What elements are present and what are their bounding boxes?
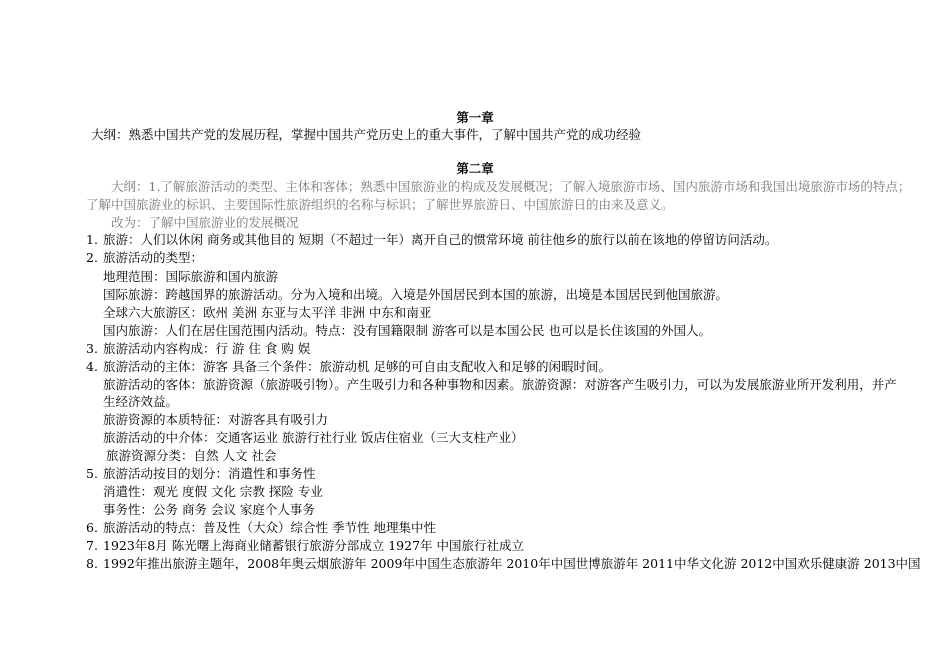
list-item: 旅游活动的类型：: [103, 250, 204, 265]
item-number: 5.: [86, 466, 98, 481]
item-number: 4.: [86, 359, 98, 374]
list-item: 生经济效益。: [103, 394, 179, 409]
list-item: 消遣性：观光 度假 文化 宗教 探险 专业: [103, 484, 323, 499]
list-item: 旅游活动按目的划分：消遣性和事务性: [103, 466, 316, 481]
list-item: 旅游活动的特点：普及性（大众）综合性 季节性 地理集中性: [103, 520, 436, 535]
list-item: 旅游活动的主体：游客 具备三个条件：旅游动机 足够的可自由支配收入和足够的闲暇时间。: [103, 359, 611, 374]
list-item: 旅游资源分类：自然 人文 社会: [106, 448, 277, 463]
list-item: 事务性：公务 商务 会议 家庭个人事务: [103, 502, 315, 517]
list-item: 国际旅游：跨越国界的旅游活动。分为入境和出境。入境是外国居民到本国的旅游，出境是本国居民到他国旅游。: [103, 287, 729, 302]
chapter2-title: 第二章: [456, 161, 494, 176]
list-item: 全球六大旅游区：欧州 美洲 东亚与太平洋 非洲 中东和南亚: [103, 305, 432, 320]
chapter2-revised-outline: 改为：了解中国旅游业的发展概况: [111, 215, 299, 230]
item-number: 8.: [86, 556, 98, 571]
list-item: 旅游：人们以休闲 商务或其他目的 短期（不超过一年）离开自己的惯常环境 前往他乡的旅行以前在该地的停留访问活动。: [103, 232, 778, 247]
item-number: 6.: [86, 520, 98, 535]
item-number: 1.: [86, 232, 98, 247]
chapter2-outline-line2: 了解中国旅游业的标识、主要国际性旅游组织的名称与标识；了解世界旅游日、中国旅游日的由来及意义。: [86, 197, 674, 212]
item-number: 3.: [86, 341, 98, 356]
list-item: 旅游活动的中介体：交通客运业 旅游行社行业 饭店住宿业（三大支柱产业）: [103, 430, 524, 445]
chapter2-outline-line1: 大纲：1.了解旅游活动的类型、主体和客体；熟悉中国旅游业的构成及发展概况；了解入境旅游市场、国内旅游市场和我国出境旅游市场的特点；: [111, 179, 911, 194]
list-item: 1923年8月 陈光曙上海商业储蓄银行旅游分部成立 1927年 中国旅行社成立: [103, 538, 524, 553]
chapter1-title: 第一章: [456, 110, 494, 125]
list-item: 旅游活动内容构成：行 游 住 食 购 娱: [103, 341, 311, 356]
item-number: 7.: [86, 538, 98, 553]
list-item: 旅游资源的本质特征：对游客具有吸引力: [103, 412, 329, 427]
list-item: 地理范围：国际旅游和国内旅游: [103, 269, 279, 284]
list-item: 1992年推出旅游主题年，2008年奥云烟旅游年 2009年中国生态旅游年 2010年中国世博旅游年 2011中华文化游 2012中国欢乐健康游 2013中国: [103, 556, 921, 571]
list-item: 旅游活动的客体：旅游资源（旅游吸引物）。产生吸引力和各种事物和因素。旅游资源：对游客产生吸引力，可以为发展旅游业所开发利用，并产: [103, 377, 897, 392]
chapter1-outline: 大纲：熟悉中国共产党的发展历程，掌握中国共产党历史上的重大事件，了解中国共产党的成功经验: [91, 127, 642, 142]
list-item: 国内旅游：人们在居住国范围内活动。特点：没有国籍限制 游客可以是本国公民 也可以是长住该国的外国人。: [103, 323, 711, 338]
item-number: 2.: [86, 250, 98, 265]
